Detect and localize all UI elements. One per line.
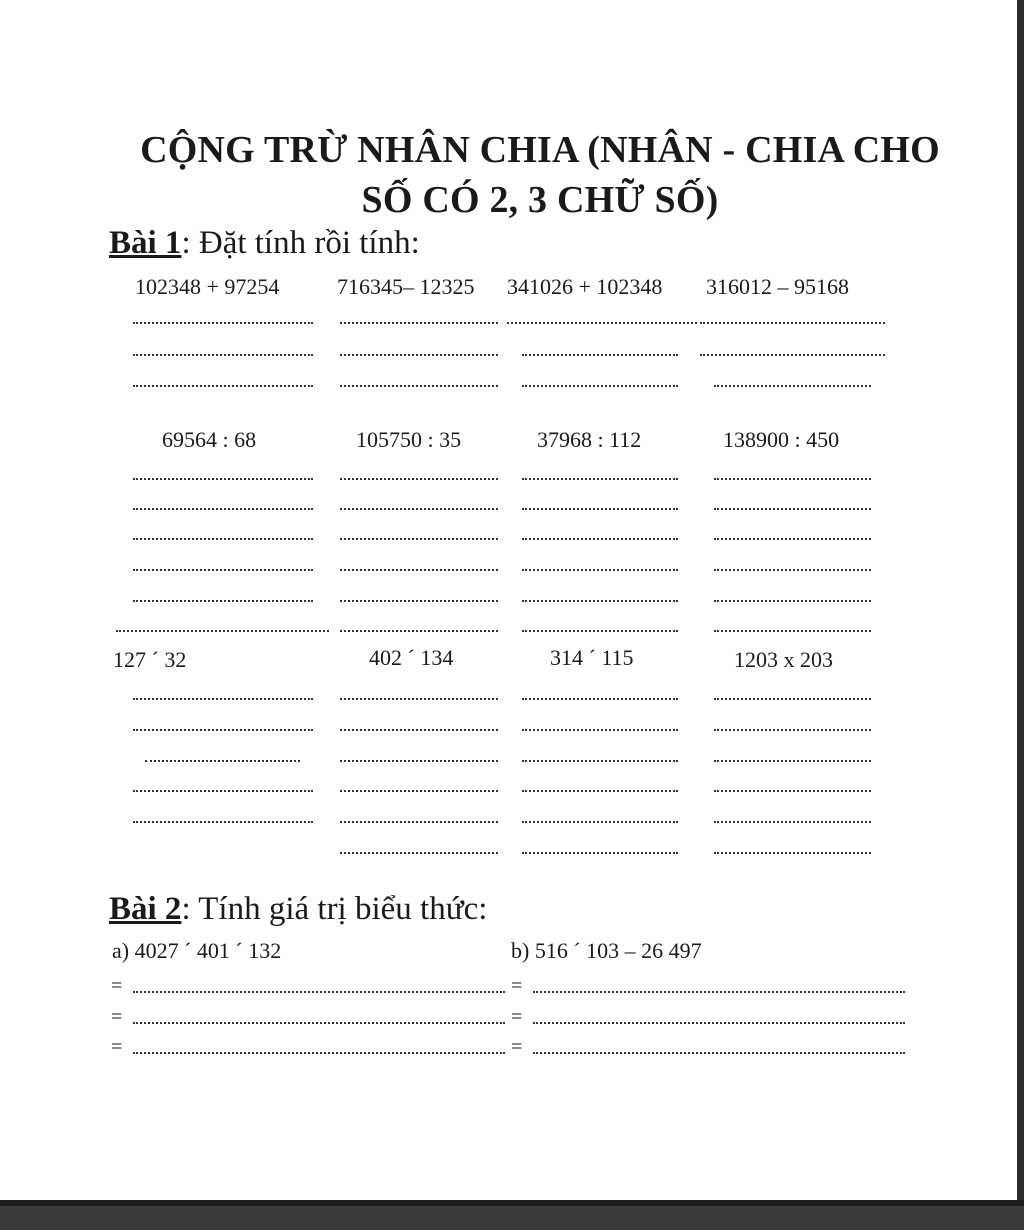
- answer-line: [133, 322, 313, 324]
- answer-line: [133, 538, 313, 540]
- viewer-bottom-bar: [0, 1200, 1024, 1230]
- equals-sign: =: [111, 1036, 123, 1058]
- answer-line: [507, 322, 697, 324]
- answer-line: [522, 600, 678, 602]
- answer-line: [533, 1022, 905, 1024]
- exercise-1-instruction: : Đặt tính rồi tính:: [181, 225, 420, 261]
- answer-line: [700, 322, 885, 324]
- equals-sign: =: [511, 1006, 523, 1028]
- answer-line: [522, 569, 678, 571]
- answer-line: [522, 630, 678, 632]
- exercise-1-problem: 105750 : 35: [356, 427, 462, 452]
- answer-line: [714, 630, 871, 632]
- answer-line: [340, 354, 498, 356]
- answer-line: [714, 729, 871, 731]
- answer-line: [714, 385, 871, 387]
- answer-line: [522, 508, 678, 510]
- answer-line: [340, 600, 498, 602]
- answer-line: [714, 478, 871, 480]
- answer-line: [714, 600, 871, 602]
- expression-a: a) 4027 ´ 401 ´ 132: [112, 938, 282, 963]
- answer-line: [714, 821, 871, 823]
- answer-line: [340, 508, 498, 510]
- answer-line: [340, 698, 498, 700]
- answer-line: [133, 478, 313, 480]
- answer-line: [133, 1052, 505, 1054]
- answer-line: [116, 630, 329, 632]
- answer-line: [522, 385, 678, 387]
- equals-sign: =: [511, 1036, 523, 1058]
- answer-line: [340, 790, 498, 792]
- exercise-1-problem: 37968 : 112: [537, 427, 642, 452]
- answer-line: [133, 354, 313, 356]
- exercise-2-heading: [109, 891, 487, 928]
- answer-line: [533, 1052, 905, 1054]
- answer-line: [340, 630, 498, 632]
- answer-line: [522, 790, 678, 792]
- exercise-2-label: Bài 2: [109, 891, 182, 927]
- answer-line: [340, 538, 498, 540]
- answer-line: [133, 698, 313, 700]
- answer-line: [714, 508, 871, 510]
- answer-line: [714, 790, 871, 792]
- exercise-1-problem: 716345– 12325: [337, 274, 475, 299]
- expression-b: b) 516 ´ 103 – 26 497: [511, 938, 702, 963]
- answer-line: [700, 354, 885, 356]
- worksheet-title-line-1: CỘNG TRỪ NHÂN CHIA (NHÂN - CHIA CHO: [140, 129, 940, 171]
- exercise-1-problem: 138900 : 450: [723, 427, 840, 452]
- answer-line: [714, 760, 871, 762]
- answer-line: [133, 508, 313, 510]
- answer-line: [522, 821, 678, 823]
- exercise-1-label: Bài 1: [109, 225, 182, 261]
- equals-sign: =: [111, 1006, 123, 1028]
- exercise-1-problem: 1203 x 203: [734, 647, 833, 672]
- answer-line: [133, 991, 505, 993]
- answer-line: [714, 538, 871, 540]
- answer-line: [522, 729, 678, 731]
- answer-line: [133, 385, 313, 387]
- answer-line: [145, 760, 300, 762]
- answer-line: [133, 600, 313, 602]
- answer-line: [133, 790, 313, 792]
- exercise-1-problem: 69564 : 68: [162, 427, 257, 452]
- exercise-1-heading: [109, 225, 420, 262]
- exercise-1-problem: 314 ´ 115: [550, 645, 634, 670]
- exercise-1-problem: 316012 – 95168: [706, 274, 849, 299]
- answer-line: [522, 538, 678, 540]
- answer-line: [340, 760, 498, 762]
- worksheet-title-line-2: SỐ CÓ 2, 3 CHỮ SỐ): [361, 179, 719, 221]
- answer-line: [133, 729, 313, 731]
- answer-line: [522, 478, 678, 480]
- answer-line: [340, 385, 498, 387]
- answer-line: [533, 991, 905, 993]
- answer-line: [522, 698, 678, 700]
- answer-line: [522, 760, 678, 762]
- answer-line: [340, 729, 498, 731]
- exercise-1-problem: 127 ´ 32: [113, 647, 187, 672]
- exercise-1-problem: 341026 + 102348: [507, 274, 663, 299]
- answer-line: [714, 569, 871, 571]
- equals-sign: =: [111, 975, 123, 997]
- exercise-1-problem: 102348 + 97254: [135, 274, 280, 299]
- answer-line: [522, 852, 678, 854]
- exercise-1-problem: 402 ´ 134: [369, 645, 454, 670]
- answer-line: [714, 698, 871, 700]
- answer-line: [133, 821, 313, 823]
- answer-line: [340, 852, 498, 854]
- answer-line: [340, 322, 498, 324]
- answer-line: [340, 478, 498, 480]
- answer-line: [340, 569, 498, 571]
- answer-line: [133, 1022, 505, 1024]
- answer-line: [340, 821, 498, 823]
- answer-line: [714, 852, 871, 854]
- answer-line: [133, 569, 313, 571]
- exercise-2-instruction: : Tính giá trị biểu thức:: [181, 891, 488, 927]
- answer-line: [522, 354, 678, 356]
- equals-sign: =: [511, 975, 523, 997]
